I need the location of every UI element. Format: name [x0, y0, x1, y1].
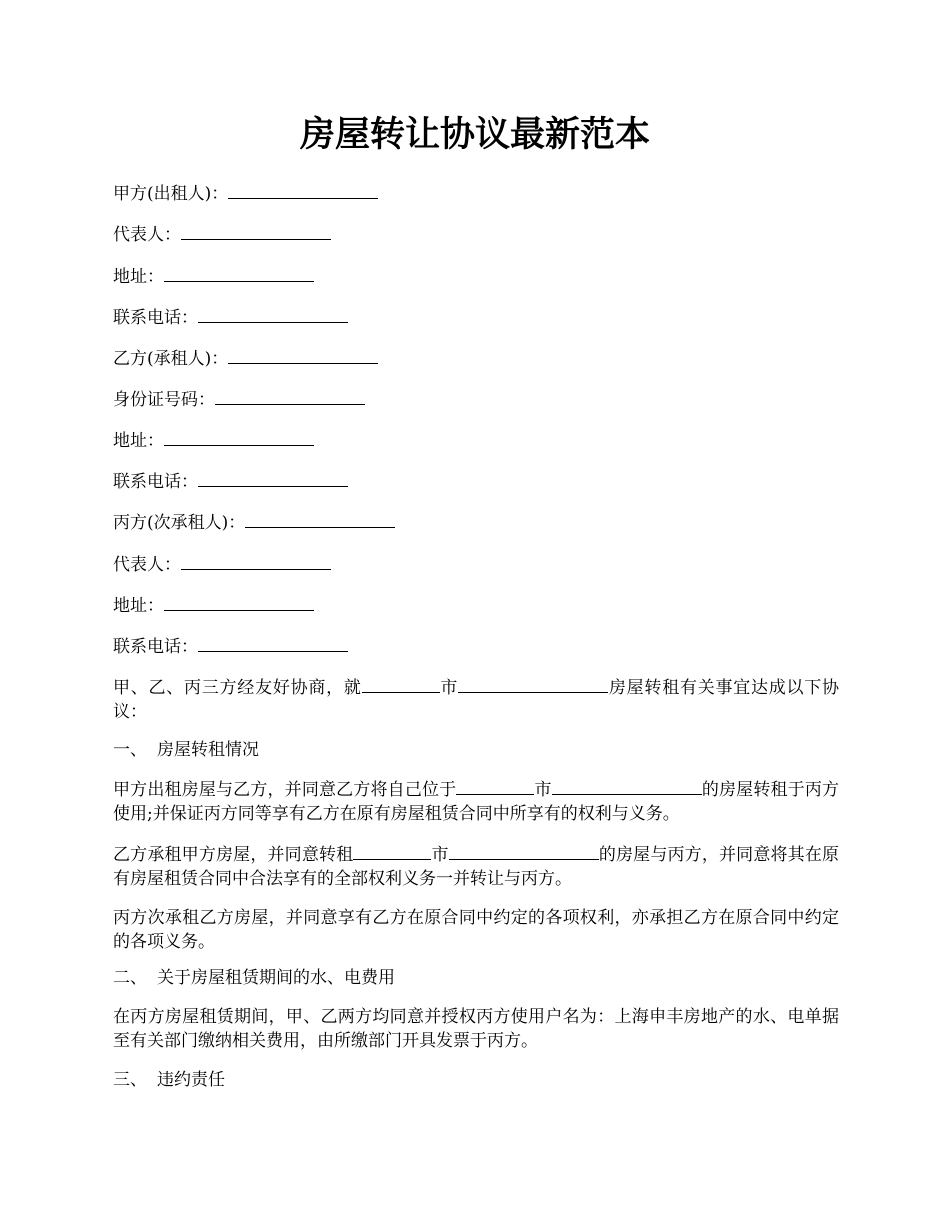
s1p2-text-b: 市 — [431, 845, 449, 865]
s1p2-text-a: 乙方承租甲方房屋，并同意转租 — [113, 845, 354, 865]
party-c-addr-label: 地址： — [113, 596, 164, 616]
s1p1-city-blank[interactable] — [456, 777, 534, 795]
party-b-id-label: 身份证号码： — [113, 390, 215, 410]
party-a-label: 甲方(出租人)： — [113, 184, 229, 204]
party-c-rep-field — [113, 552, 331, 577]
party-c-label: 丙方(次承租人)： — [113, 513, 246, 533]
s1p1-text-c: 的房屋转租于丙方使用;并保证丙方同等享有乙方在原有房屋租赁合同中所享有的权利与义务。 — [113, 780, 840, 824]
party-a-phone-label: 联系电话： — [113, 308, 198, 328]
party-b-label: 乙方(承租人)： — [113, 349, 229, 369]
intro-text-2: 市 — [439, 678, 459, 698]
section-heading-2 — [113, 966, 395, 990]
party-c-blank[interactable] — [245, 510, 395, 528]
party-a-rep-label: 代表人： — [113, 225, 181, 245]
intro-text-3: 房屋转租有关事宜达成以下协议： — [113, 678, 840, 722]
party-c-phone-label: 联系电话： — [113, 637, 198, 657]
section-title-3: 违约责任 — [157, 1070, 225, 1090]
party-a-addr-blank[interactable] — [164, 264, 314, 282]
section-title-2: 关于房屋租赁期间的水、电费用 — [157, 968, 395, 988]
party-a-addr-label: 地址： — [113, 267, 164, 287]
party-b-phone-blank[interactable] — [198, 469, 348, 487]
section-number-1: 一、 — [113, 740, 147, 760]
section1-paragraph-2 — [113, 842, 839, 891]
party-b-addr-blank[interactable] — [164, 428, 314, 446]
s1p2-city-blank[interactable] — [353, 842, 431, 860]
s1p1-text-a: 甲方出租房屋与乙方，并同意乙方将自己位于 — [113, 780, 457, 800]
party-c-addr-blank[interactable] — [164, 593, 314, 611]
section2-paragraph-1: 在丙方房屋租赁期间，甲、乙两方均同意并授权丙方使用户名为：上海申丰房地产的水、电单据至有关部门缴纳相关费用，由所缴部门开具发票于丙方。 — [113, 1007, 839, 1051]
section1-paragraph-1 — [113, 777, 839, 826]
party-a-blank[interactable] — [228, 181, 378, 199]
party-b-phone-field — [113, 469, 348, 494]
intro-paragraph — [113, 675, 839, 724]
party-c-addr-field — [113, 593, 314, 618]
section-heading-1 — [113, 738, 259, 762]
party-b-id-field — [113, 387, 365, 412]
intro-property-blank[interactable] — [458, 675, 608, 693]
s1p2-property-blank[interactable] — [449, 842, 599, 860]
party-c-rep-label: 代表人： — [113, 555, 181, 575]
section-title-1: 房屋转租情况 — [157, 740, 259, 760]
party-b-addr-field — [113, 428, 314, 453]
party-a-field — [113, 181, 378, 206]
s1p1-text-b: 市 — [534, 780, 552, 800]
party-b-id-blank[interactable] — [215, 387, 365, 405]
section-number-2: 二、 — [113, 968, 147, 988]
party-b-addr-label: 地址： — [113, 431, 164, 451]
party-c-phone-blank[interactable] — [198, 634, 348, 652]
party-c-phone-field — [113, 634, 348, 659]
party-c-rep-blank[interactable] — [181, 552, 331, 570]
party-b-field — [113, 346, 378, 371]
document-title: 房屋转让协议最新范本 — [299, 114, 650, 155]
party-b-phone-label: 联系电话： — [113, 472, 198, 492]
s1p1-property-blank[interactable] — [552, 777, 702, 795]
party-a-phone-blank[interactable] — [198, 305, 348, 323]
section1-paragraph-3: 丙方次承租乙方房屋，并同意享有乙方在原合同中约定的各项权利，亦承担乙方在原合同中约定的各项义务。 — [113, 908, 839, 952]
party-c-field — [113, 510, 395, 535]
s1p2-text-c: 的房屋与丙方，并同意将其在原有房屋租赁合同中合法享有的全部权利义务一并转让与丙方。 — [113, 845, 840, 889]
section-number-3: 三、 — [113, 1070, 147, 1090]
party-a-addr-field — [113, 264, 314, 289]
party-a-phone-field — [113, 305, 348, 330]
section-heading-3 — [113, 1068, 225, 1092]
party-a-rep-blank[interactable] — [181, 222, 331, 240]
intro-city-blank[interactable] — [362, 675, 440, 693]
party-b-blank[interactable] — [228, 346, 378, 364]
intro-text-1: 甲、乙、丙三方经友好协商，就 — [113, 678, 362, 698]
party-a-rep-field — [113, 222, 331, 247]
